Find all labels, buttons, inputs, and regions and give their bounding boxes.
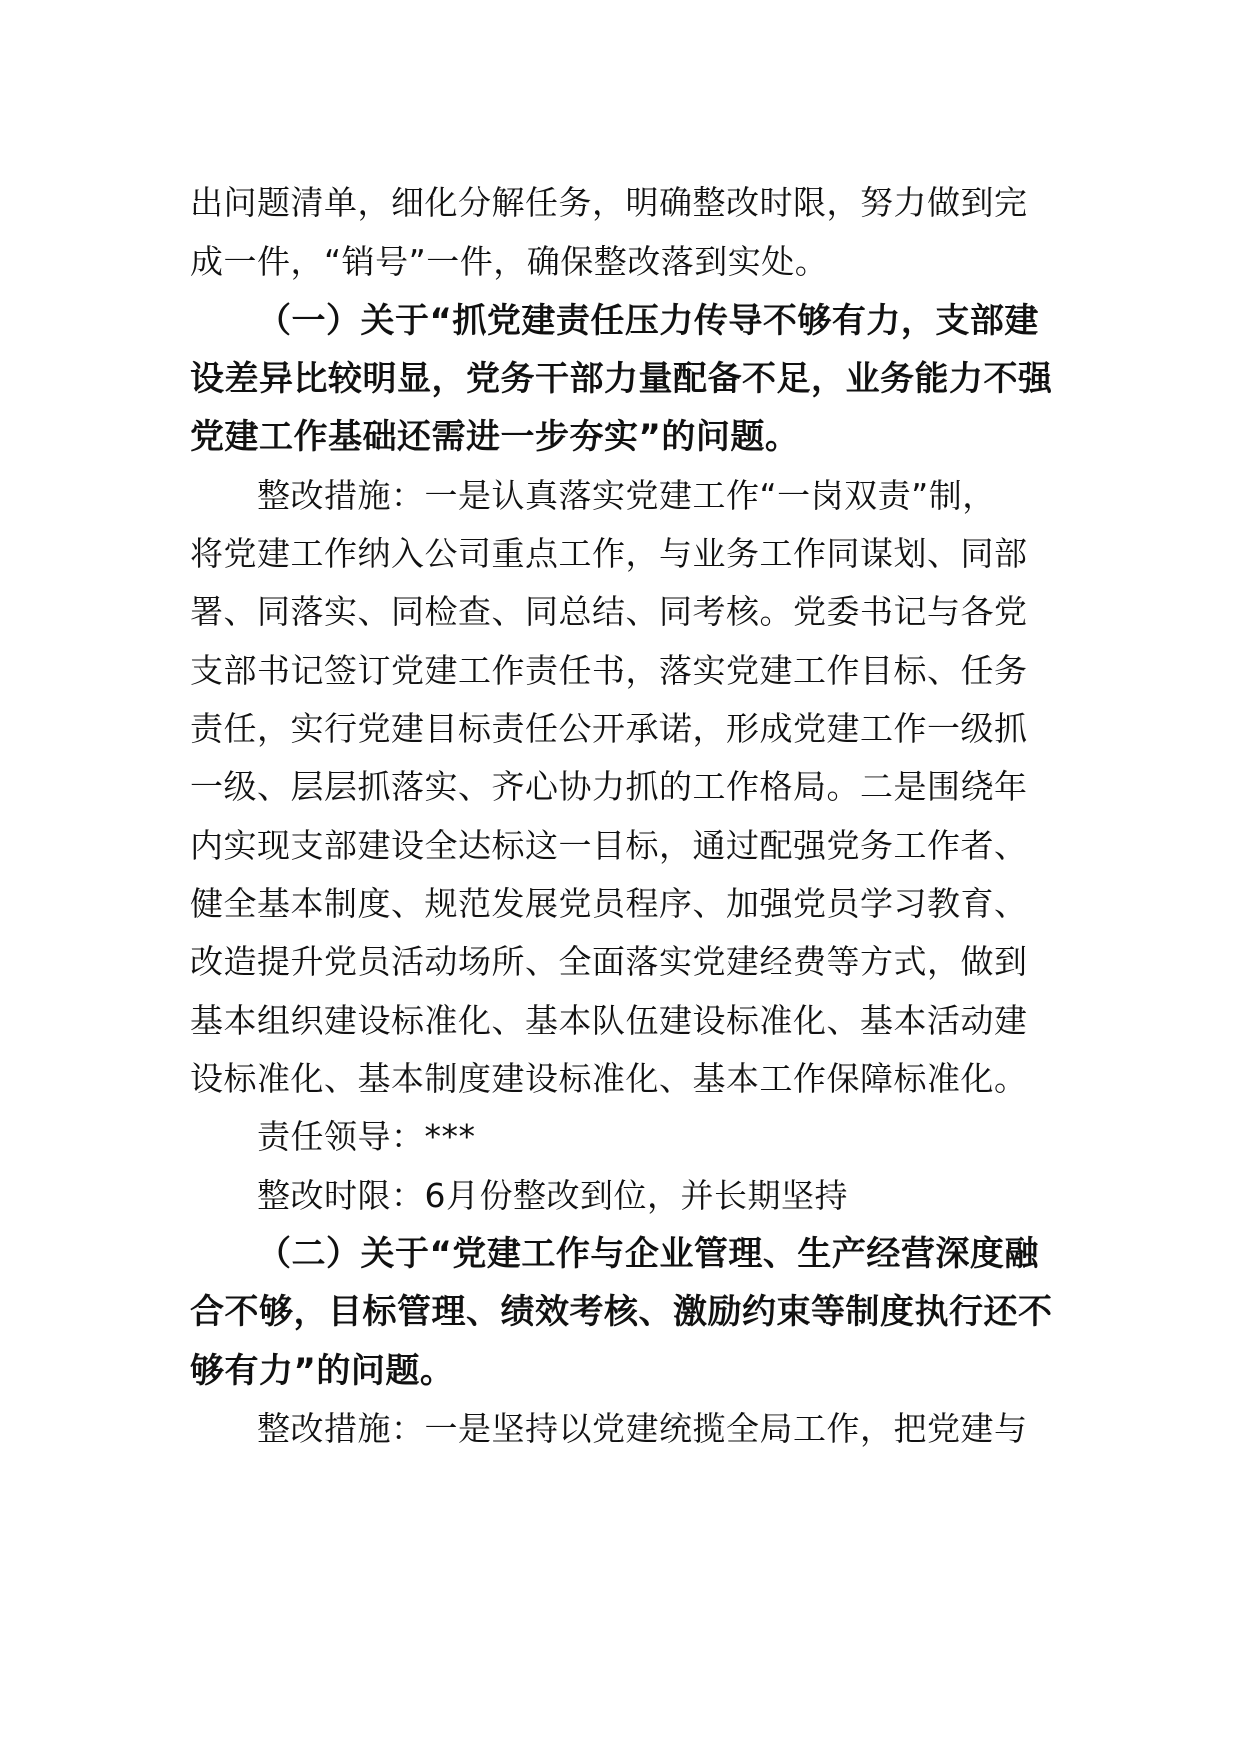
section-heading-line: 够有力”的问题。 bbox=[190, 1351, 455, 1391]
section-heading-line: 合不够，目标管理、绩效考核、激励约束等制度执行还不 bbox=[190, 1292, 1053, 1332]
paragraph-line: 改造提升党员活动场所、全面落实党建经费等方式，做到 bbox=[190, 942, 1028, 981]
paragraph-line: 健全基本制度、规范发展党员程序、加强党员学习教育、 bbox=[190, 884, 1028, 923]
paragraph-line: 署、同落实、同检查、同总结、同考核。党委书记与各党 bbox=[190, 592, 1028, 631]
paragraph-line: 将党建工作纳入公司重点工作，与业务工作同谋划、同部 bbox=[190, 534, 1028, 573]
paragraph-line: 内实现支部建设全达标这一目标，通过配强党务工作者、 bbox=[190, 826, 1028, 865]
paragraph-line: 责任，实行党建目标责任公开承诺，形成党建工作一级抓 bbox=[190, 709, 1028, 748]
paragraph-line: 一级、层层抓落实、齐心协力抓的工作格局。二是围绕年 bbox=[190, 767, 1028, 806]
section-heading-line: （二）关于“党建工作与企业管理、生产经营深度融 bbox=[257, 1234, 1039, 1274]
section-heading-line: 党建工作基础还需进一步夯实”的问题。 bbox=[190, 417, 800, 457]
paragraph-line: 支部书记签订党建工作责任书，落实党建工作目标、任务 bbox=[190, 651, 1028, 690]
paragraph-line: 成一件，“销号”一件，确保整改落到实处。 bbox=[190, 242, 829, 281]
responsible-leader-line: 责任领导：*** bbox=[257, 1117, 476, 1156]
paragraph-line: 设标准化、基本制度建设标准化、基本工作保障标准化。 bbox=[190, 1059, 1028, 1098]
deadline-line: 整改时限：6月份整改到位，并长期坚持 bbox=[257, 1176, 848, 1215]
section-heading-line: 设差异比较明显，党务干部力量配备不足，业务能力不强 bbox=[190, 359, 1053, 399]
paragraph-line: 基本组织建设标准化、基本队伍建设标准化、基本活动建 bbox=[190, 1001, 1028, 1040]
paragraph-line: 出问题清单，细化分解任务，明确整改时限，努力做到完 bbox=[190, 183, 1028, 222]
paragraph-line: 整改措施：一是坚持以党建统揽全局工作，把党建与 bbox=[257, 1409, 1028, 1448]
paragraph-line: 整改措施：一是认真落实党建工作“一岗双责”制， bbox=[257, 476, 996, 515]
section-heading-line: （一）关于“抓党建责任压力传导不够有力，支部建 bbox=[257, 301, 1039, 341]
